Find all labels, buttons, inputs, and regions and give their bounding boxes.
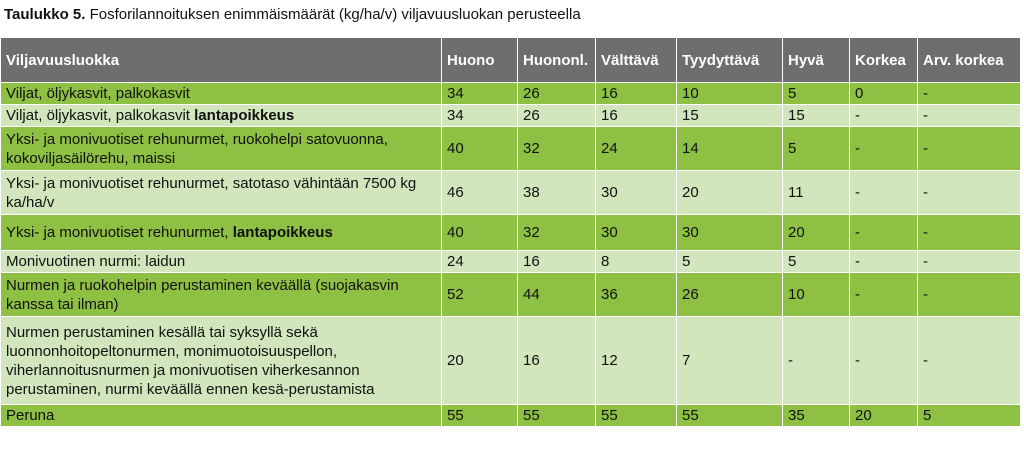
col-header-korkea: Korkea	[850, 38, 918, 83]
table-cell: -	[850, 105, 918, 127]
table-cell: -	[850, 273, 918, 317]
table-cell: -	[918, 105, 1021, 127]
table-cell: 36	[596, 273, 677, 317]
col-header-huononl: Huononl.	[518, 38, 596, 83]
table-row	[1, 251, 1021, 273]
table-cell: 16	[596, 83, 677, 105]
table-cell: 46	[442, 171, 518, 215]
table-cell: 55	[518, 405, 596, 427]
row-label-emphasis: lantapoikkeus	[232, 224, 333, 241]
table-cell: 40	[442, 215, 518, 251]
row-label-text: Viljat, öljykasvit, palkokasvit	[6, 107, 195, 124]
table-cell: 32	[518, 127, 596, 171]
table-row	[1, 273, 1021, 317]
row-label-emphasis: lantapoikkeus	[194, 107, 295, 124]
table-cell: 24	[442, 251, 518, 273]
table-cell: -	[783, 317, 850, 405]
row-label	[1, 317, 442, 405]
table-cell: 14	[677, 127, 783, 171]
row-label-text: Yksi- ja monivuotiset rehunurmet, ruokohelpi satovuonna, kokoviljasäilörehu, maissi	[6, 130, 388, 167]
table-cell: -	[918, 251, 1021, 273]
table-row	[1, 317, 1021, 405]
col-header-tyydyttava: Tyydyttävä	[677, 38, 783, 83]
table-cell: 12	[596, 317, 677, 405]
row-label	[1, 215, 442, 251]
table-cell: -	[918, 273, 1021, 317]
row-label	[1, 127, 442, 171]
table-cell: 55	[677, 405, 783, 427]
table-cell: -	[918, 83, 1021, 105]
table-cell: 20	[442, 317, 518, 405]
table-cell: 8	[596, 251, 677, 273]
table-cell: 26	[518, 105, 596, 127]
table-cell: 44	[518, 273, 596, 317]
table-cell: -	[918, 317, 1021, 405]
caption-label: Taulukko 5.	[4, 6, 86, 23]
table-cell: 30	[596, 215, 677, 251]
table-cell: 40	[442, 127, 518, 171]
table-row	[1, 405, 1021, 427]
row-label-text: Peruna	[6, 407, 55, 424]
col-header-arv-korkea: Arv. korkea	[918, 38, 1021, 83]
table-cell: 0	[850, 83, 918, 105]
row-label-text: Nurmen ja ruokohelpin perustaminen keväällä (suojakasvin kanssa tai ilman)	[6, 276, 399, 313]
table-cell: 24	[596, 127, 677, 171]
table-cell: 55	[596, 405, 677, 427]
table-cell: 55	[442, 405, 518, 427]
caption-text: Fosforilannoituksen enimmäismäärät (kg/ha/v) viljavuusluokan perusteella	[85, 6, 581, 23]
table-cell: -	[850, 127, 918, 171]
row-label-text: Yksi- ja monivuotiset rehunurmet,	[6, 224, 233, 241]
table-cell: -	[850, 171, 918, 215]
table-caption	[4, 6, 581, 23]
table-cell: 5	[677, 251, 783, 273]
row-label-text: Yksi- ja monivuotiset rehunurmet, satotaso vähintään 7500 kg ka/ha/v	[6, 174, 417, 211]
row-label-text: Nurmen perustaminen kesällä tai syksyllä sekä luonnonhoitopeltonurmen, monimuotoisuuspellon, viherlannoitusnurmen ja monivuotisen viherkesannon perustaminen, nurmi keväällä ennen kesä-perustamista	[6, 323, 375, 398]
table-cell: 30	[596, 171, 677, 215]
table-cell: 32	[518, 215, 596, 251]
table-cell: 26	[518, 83, 596, 105]
row-label	[1, 105, 442, 127]
table-cell: 5	[783, 83, 850, 105]
table-cell: 52	[442, 273, 518, 317]
table-cell: 15	[783, 105, 850, 127]
row-label	[1, 405, 442, 427]
table-cell: 10	[677, 83, 783, 105]
table-cell: 35	[783, 405, 850, 427]
table-cell: 16	[518, 251, 596, 273]
fertilization-table	[0, 37, 1021, 427]
table-cell: 5	[918, 405, 1021, 427]
table-cell: 10	[783, 273, 850, 317]
table-row	[1, 83, 1021, 105]
table-cell: -	[850, 317, 918, 405]
table-cell: 11	[783, 171, 850, 215]
table-cell: 16	[596, 105, 677, 127]
table-cell: 15	[677, 105, 783, 127]
table-cell: 26	[677, 273, 783, 317]
table-row	[1, 171, 1021, 215]
table-cell: -	[918, 171, 1021, 215]
table-cell: -	[850, 215, 918, 251]
table-row	[1, 215, 1021, 251]
col-header-hyva: Hyvä	[783, 38, 850, 83]
table-cell: 5	[783, 251, 850, 273]
table-cell: 16	[518, 317, 596, 405]
header-row	[1, 38, 1021, 83]
row-label	[1, 83, 442, 105]
table-cell: -	[918, 215, 1021, 251]
table-cell: 30	[677, 215, 783, 251]
table-row	[1, 127, 1021, 171]
table-cell: 20	[783, 215, 850, 251]
table-cell: 5	[783, 127, 850, 171]
row-label-text: Viljat, öljykasvit, palkokasvit	[6, 85, 190, 102]
table-cell: 20	[850, 405, 918, 427]
row-label	[1, 251, 442, 273]
table-cell: 34	[442, 83, 518, 105]
row-label	[1, 171, 442, 215]
table-row	[1, 105, 1021, 127]
col-header-huono: Huono	[442, 38, 518, 83]
table-cell: 34	[442, 105, 518, 127]
table-cell: 7	[677, 317, 783, 405]
col-header-class: Viljavuusluokka	[1, 38, 442, 83]
row-label	[1, 273, 442, 317]
table-cell: -	[850, 251, 918, 273]
table-cell: 38	[518, 171, 596, 215]
table-cell: -	[918, 127, 1021, 171]
table-cell: 20	[677, 171, 783, 215]
col-header-valttava: Välttävä	[596, 38, 677, 83]
row-label-text: Monivuotinen nurmi: laidun	[6, 253, 186, 270]
